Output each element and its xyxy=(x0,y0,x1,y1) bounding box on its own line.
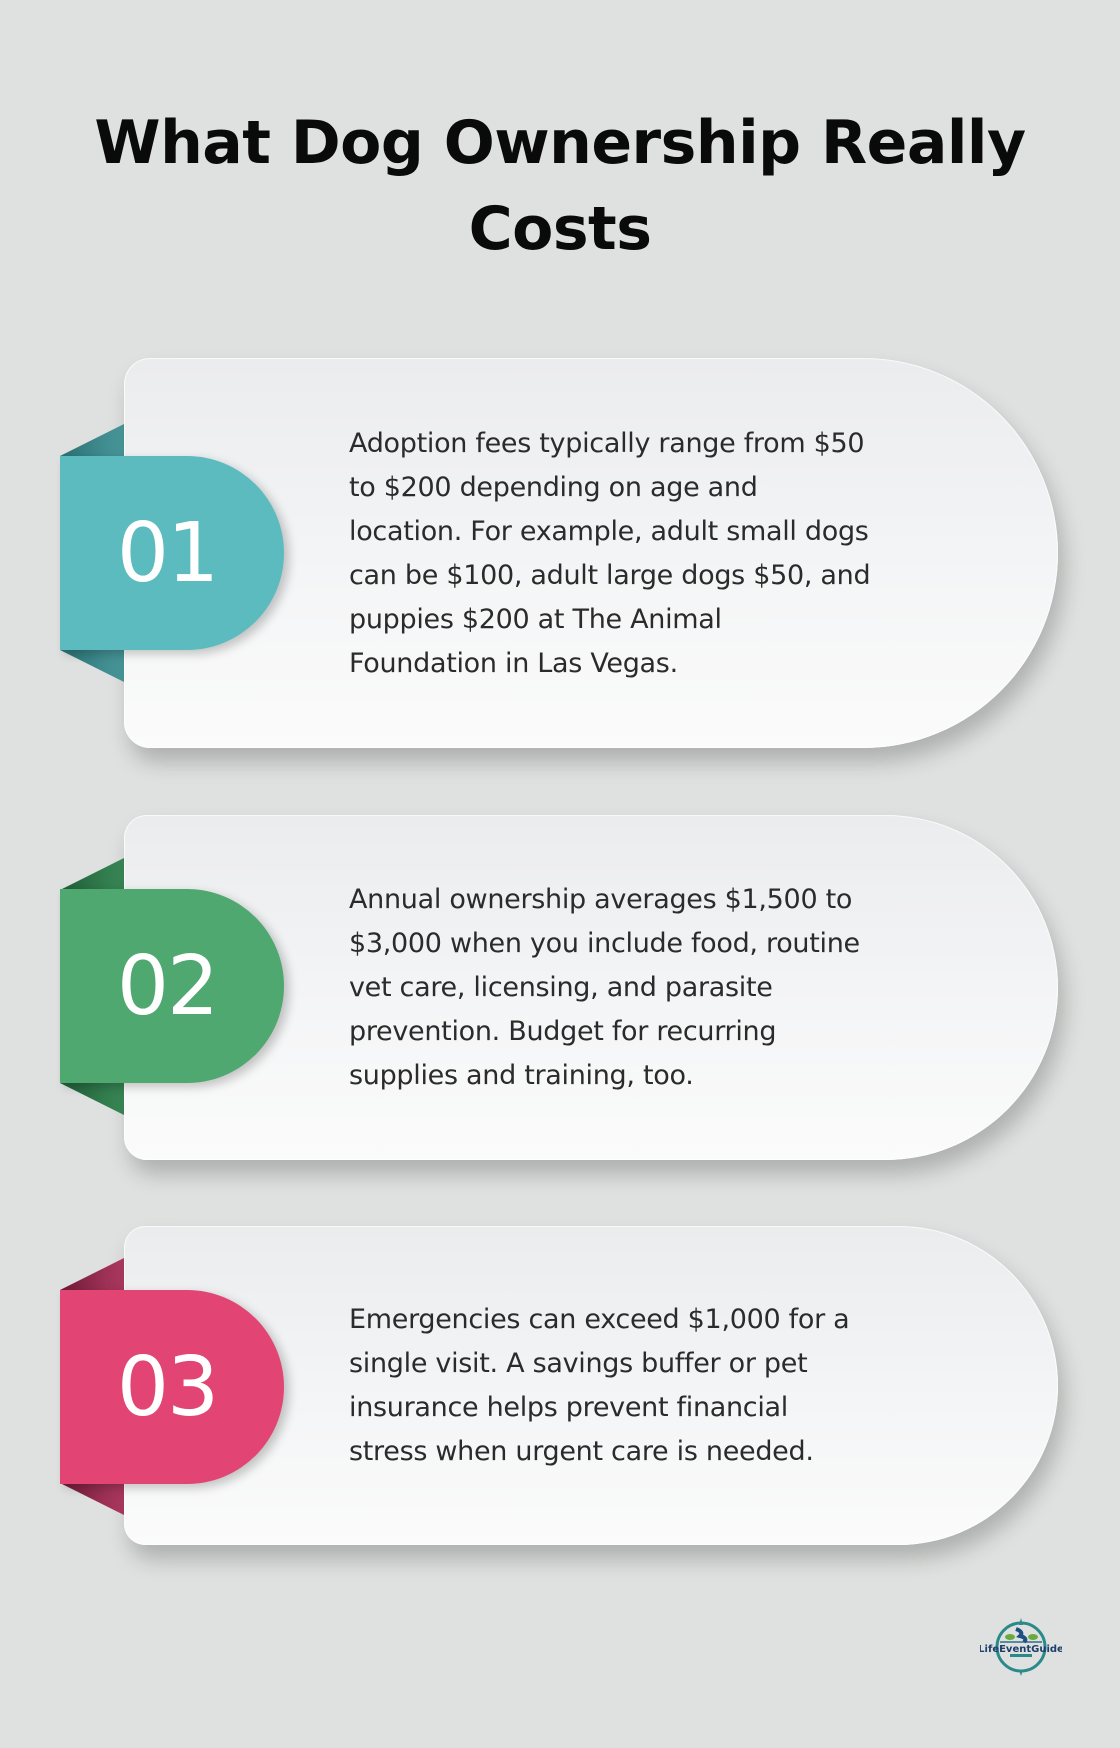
step-description xyxy=(349,422,949,686)
brand-logo xyxy=(980,1616,1062,1680)
desc-line: Adoption fees typically range from $50 xyxy=(349,428,865,459)
desc-line: prevention. Budget for recurring xyxy=(349,1016,777,1047)
ribbon-fold-bottom xyxy=(60,1083,124,1115)
step-number: 03 xyxy=(116,1339,218,1435)
desc-line: Emergencies can exceed $1,000 for a xyxy=(349,1304,850,1335)
title-line-1: What Dog Ownership Really xyxy=(94,108,1026,178)
title-line-2: Costs xyxy=(468,194,652,264)
page-title xyxy=(0,100,1120,272)
ribbon-fold-top xyxy=(60,858,124,890)
desc-line: single visit. A savings buffer or pet xyxy=(349,1348,808,1379)
desc-line: location. For example, adult small dogs xyxy=(349,516,869,547)
step-number: 01 xyxy=(116,505,218,601)
desc-line: supplies and training, too. xyxy=(349,1060,694,1091)
desc-line: Foundation in Las Vegas. xyxy=(349,648,678,679)
svg-text:LifeEventGuide: LifeEventGuide xyxy=(980,1644,1062,1655)
step-number-badge xyxy=(60,456,284,650)
desc-line: vet care, licensing, and parasite xyxy=(349,972,773,1003)
ribbon-fold-top xyxy=(60,424,124,456)
step-number: 02 xyxy=(116,938,218,1034)
ribbon-fold-bottom xyxy=(60,1483,124,1515)
step-number-badge xyxy=(60,889,284,1083)
ribbon-fold-top xyxy=(60,1258,124,1290)
desc-line: stress when urgent care is needed. xyxy=(349,1436,814,1467)
step-description xyxy=(349,1298,949,1474)
step-number-badge xyxy=(60,1290,284,1484)
desc-line: $3,000 when you include food, routine xyxy=(349,928,860,959)
desc-line: puppies $200 at The Animal xyxy=(349,604,722,635)
desc-line: Annual ownership averages $1,500 to xyxy=(349,884,853,915)
desc-line: to $200 depending on age and xyxy=(349,472,758,503)
desc-line: can be $100, adult large dogs $50, and xyxy=(349,560,871,591)
step-description xyxy=(349,878,949,1098)
compass-icon xyxy=(980,1616,1062,1680)
desc-line: insurance helps prevent financial xyxy=(349,1392,789,1423)
ribbon-fold-bottom xyxy=(60,650,124,682)
